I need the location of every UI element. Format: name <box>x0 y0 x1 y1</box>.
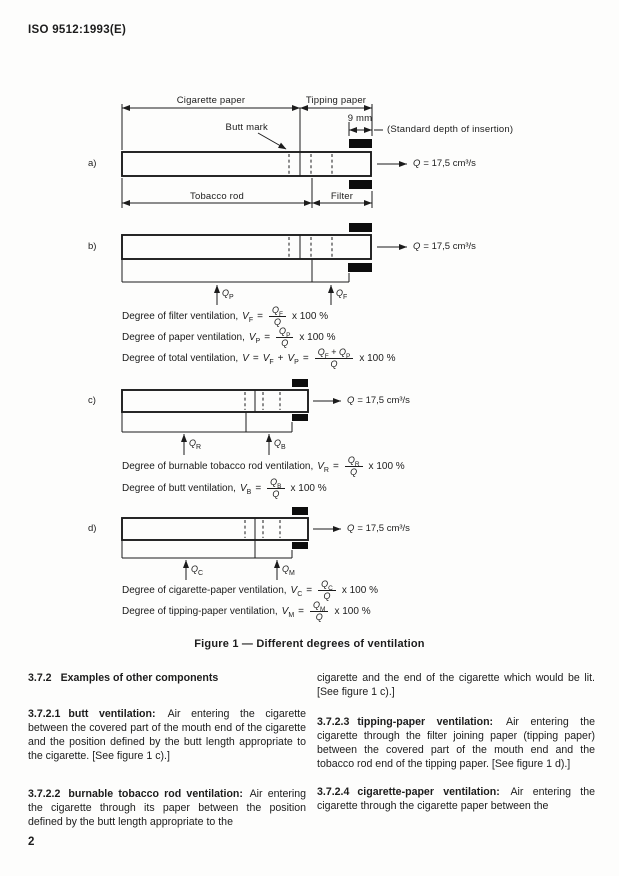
page-title: ISO 9512:1993(E) <box>28 24 127 36</box>
cigarette-paper-label: Cigarette paper <box>176 95 246 106</box>
fraction: $\frac{Q_R}{Q}$ <box>345 455 363 478</box>
standard-depth-label: (Standard depth of insertion) <box>387 124 514 135</box>
formula-butt-ventilation: Degree of butt ventilation, $V_B$ = $\frac{Q_B}{Q}$ x 100 % <box>122 476 327 499</box>
fraction: $\frac{Q_M}{Q}$ <box>310 600 328 623</box>
qr-arrow-label: $Q_R$ <box>189 438 202 451</box>
nine-mm-label: 9 mm <box>347 113 373 124</box>
q-symbol: Q <box>347 395 355 406</box>
filter-label: Filter <box>330 191 354 202</box>
flow-rate-c: Q = 17,5 cm³/s <box>347 395 410 406</box>
formula-burnable-rod-ventilation: Degree of burnable tobacco rod ventilation, $V_R$ = $\frac{Q_R}{Q}$ x 100 % <box>122 454 405 477</box>
fraction: $\frac{Q_B}{Q}$ <box>267 477 284 500</box>
fraction: $\frac{Q_P}{Q}$ <box>276 326 293 349</box>
page-number: 2 <box>28 836 35 848</box>
q-symbol: Q <box>347 523 355 534</box>
formula-filter-ventilation: Degree of filter ventilation, $V_F$ = $\frac{Q_F}{Q}$ x 100 % <box>122 304 329 327</box>
formula-cigarette-paper-ventilation: Degree of cigarette-paper ventilation, $V_C$ = $\frac{Q_C}{Q}$ x 100 % <box>122 578 378 601</box>
diagram-b-lines <box>122 223 407 305</box>
para-3722-burnable-rod-ventilation: 3.7.2.2 burnable tobacco rod ventilation: Air entering the cigarette through its paper between the position defined by the butt length appropriate to the <box>28 787 306 828</box>
diagram-c-lines <box>122 379 341 455</box>
para-3724-cigarette-paper-ventilation: 3.7.2.4 cigarette-paper ventilation: Air entering the cigarette through the cigarette paper between the <box>317 785 596 812</box>
right-column <box>317 672 595 814</box>
section-heading-372: 3.7.2 Examples of other components <box>28 672 219 684</box>
tipping-paper-label: Tipping paper <box>305 95 367 106</box>
panel-label-c: c) <box>88 395 96 406</box>
fraction: $\frac{Q_F + Q_P}{Q}$ <box>315 347 354 370</box>
qb-arrow-label: $Q_B$ <box>274 438 286 451</box>
panel-label-a: a) <box>88 158 97 169</box>
formula-tipping-paper-ventilation: Degree of tipping-paper ventilation, $V_M$ = $\frac{Q_M}{Q}$ x 100 % <box>122 599 371 622</box>
qm-arrow-label: $Q_M$ <box>282 564 295 577</box>
flow-rate-d: Q = 17,5 cm³/s <box>347 523 410 534</box>
formula-paper-ventilation: Degree of paper ventilation, $V_P$ = $\frac{Q_P}{Q}$ x 100 % <box>122 325 336 348</box>
para-3721-butt-ventilation: 3.7.2.1 butt ventilation: Air entering the cigarette between the covered part of the mouth end of the cigarette and the position defined by the butt length appropriate to the cigarette. [See figure 1 c).] <box>28 707 306 762</box>
panel-label-d: d) <box>88 523 97 534</box>
para-continuation: cigarette and the end of the cigarette which would be lit. [See figure 1 c).] <box>317 672 595 698</box>
flow-rate-a: Q = 17,5 cm³/s <box>413 158 476 169</box>
butt-mark-label: Butt mark <box>225 122 268 133</box>
formula-total-ventilation: Degree of total ventilation, V = $V_F$ + $V_P$ = $\frac{Q_F + Q_P}{Q}$ x 100 % <box>122 346 396 369</box>
fraction: $\frac{Q_F}{Q}$ <box>269 305 286 328</box>
qf-arrow-label: $Q_F$ <box>336 288 348 301</box>
panel-label-b: b) <box>88 241 97 252</box>
tobacco-rod-label: Tobacco rod <box>190 191 244 202</box>
flow-rate-b: Q = 17,5 cm³/s <box>413 241 476 252</box>
q-symbol: Q <box>413 158 421 169</box>
qc-arrow-label: $Q_C$ <box>191 564 204 577</box>
left-column <box>28 672 306 830</box>
qp-arrow-label: $Q_P$ <box>222 288 234 301</box>
fraction: $\frac{Q_C}{Q}$ <box>318 579 336 602</box>
figure-caption: Figure 1 — Different degrees of ventilation <box>194 638 425 650</box>
diagram-d-lines <box>122 507 341 580</box>
para-3723-tipping-paper-ventilation: 3.7.2.3 tipping-paper ventilation: Air entering the cigarette through the filter joining paper (tipping paper) between the covered part of the mouth end and the tobacco rod end of the tipping paper. [See figure 1 d).] <box>317 715 595 770</box>
q-symbol: Q <box>413 241 421 252</box>
